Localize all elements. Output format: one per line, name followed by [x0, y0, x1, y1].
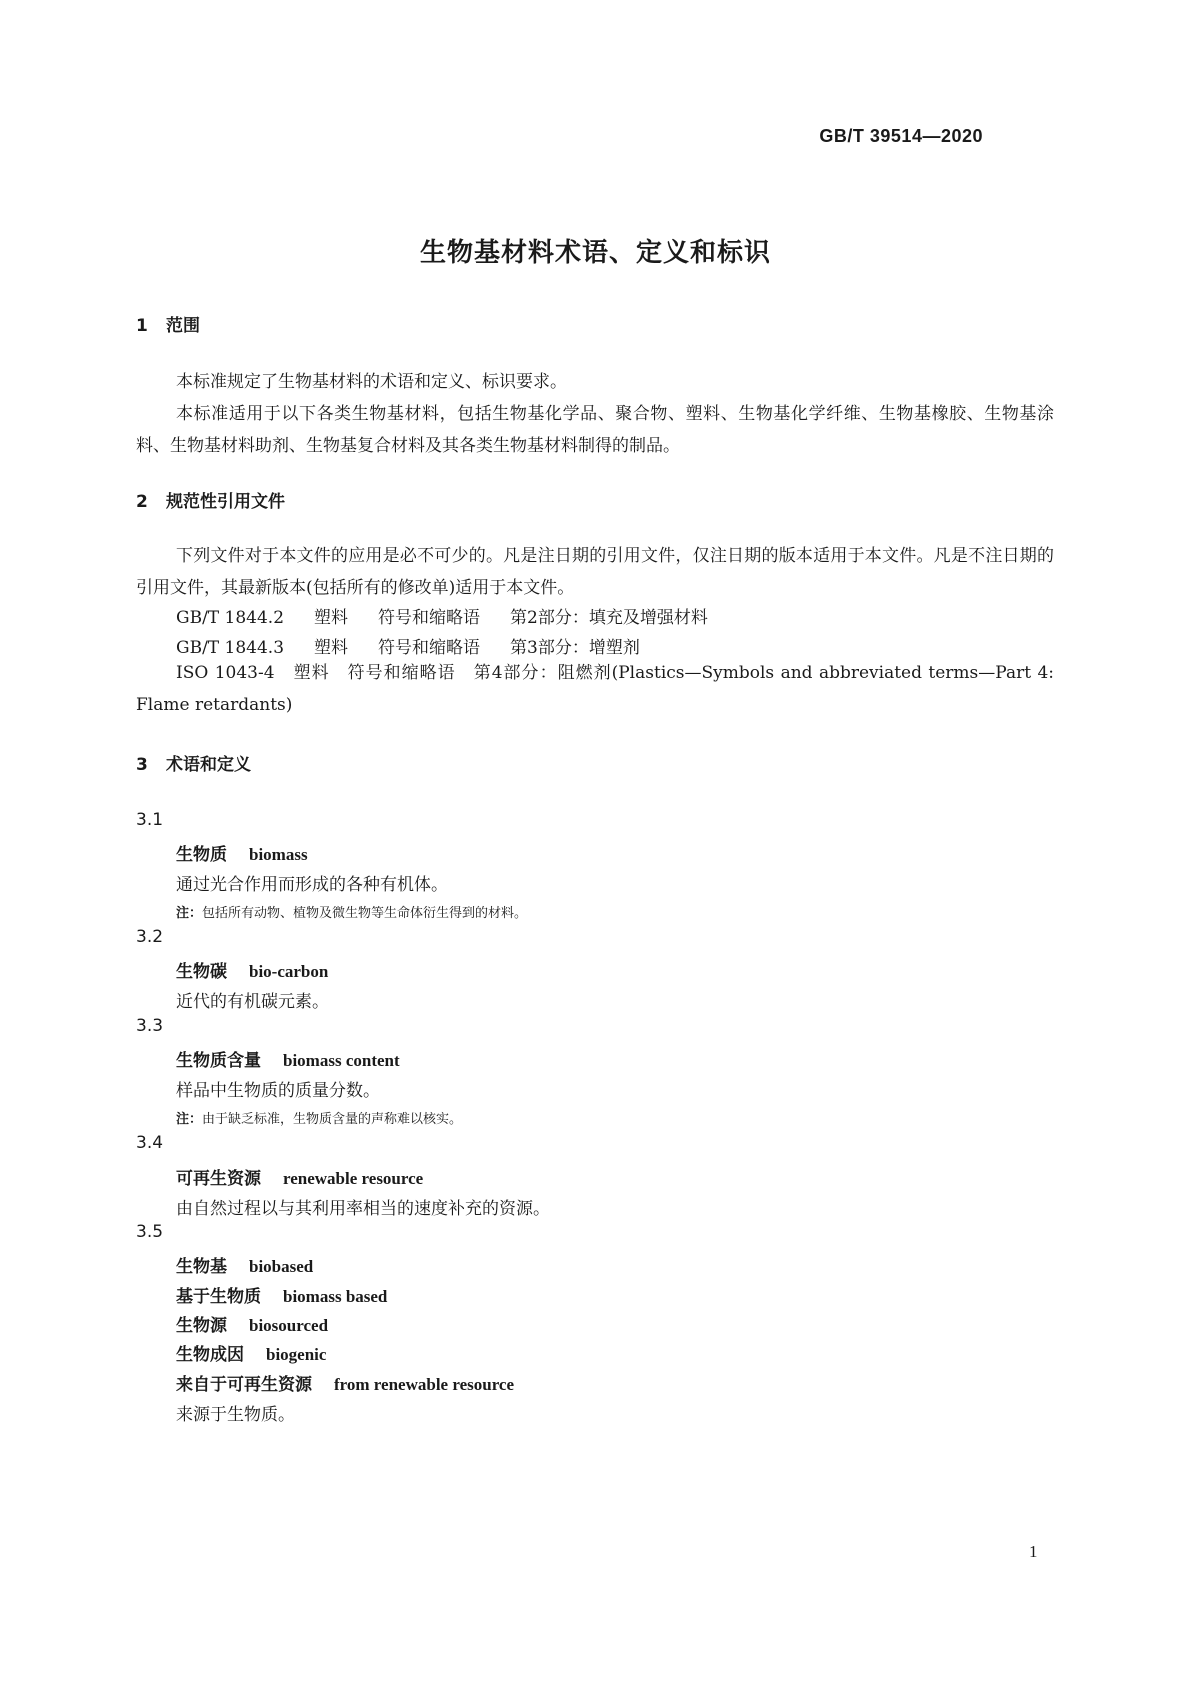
term-definition: 近代的有机碳元素。: [176, 992, 329, 1012]
paragraph: 本标准适用于以下各类生物基材料，包括生物基化学品、聚合物、塑料、生物基化学纤维、生物基橡胶、生物基涂料、生物基材料助剂、生物基复合材料及其各类生物基材料制得的制品。: [136, 404, 1054, 456]
term-entry: [176, 1164, 423, 1189]
iso-reference: [136, 657, 1054, 721]
term-en: biosourced: [249, 1316, 329, 1335]
paragraph: 本标准规定了生物基材料的术语和定义、标识要求。: [176, 372, 567, 392]
term-en: biomass based: [283, 1287, 388, 1306]
section-number: 1: [136, 316, 148, 336]
paragraph: ISO 1043-4 塑料 符号和缩略语 第4部分：阻燃剂(Plastics—Symbols and abbreviated terms—Part 4: Flame retardants): [136, 663, 1054, 715]
term-zh: 可再生资源: [176, 1169, 261, 1189]
term-definition: 通过光合作用而形成的各种有机体。: [176, 875, 448, 895]
term-zh: 生物碳: [176, 962, 227, 982]
term-zh: 生物成因: [176, 1345, 244, 1365]
term-en: biomass: [249, 845, 308, 864]
clause-number: 3.2: [136, 927, 164, 947]
normative-refs-intro: [136, 540, 1054, 604]
ref-part: 塑料: [314, 608, 349, 628]
term-en: biomass content: [283, 1051, 400, 1070]
page-number: 1: [1029, 1542, 1038, 1561]
section-title: 范围: [166, 316, 200, 336]
clause-number: 3.3: [136, 1016, 164, 1036]
term-synonym: [176, 1370, 514, 1395]
note-text: 由于缺乏标准，生物质含量的声称难以核实。: [202, 1112, 463, 1127]
term-definition: 由自然过程以与其利用率相当的速度补充的资源。: [176, 1199, 550, 1219]
term-definition: 来源于生物质。: [176, 1405, 295, 1425]
section-heading-scope: [136, 311, 200, 336]
section-heading-terms: [136, 750, 251, 775]
term-zh: 来自于可再生资源: [176, 1375, 312, 1395]
note-label: 注：: [176, 906, 203, 921]
term-zh: 基于生物质: [176, 1287, 261, 1307]
term-note: [176, 1108, 462, 1127]
term-en: renewable resource: [283, 1169, 424, 1188]
note-label: 注：: [176, 1112, 203, 1127]
term-synonym: [176, 1282, 387, 1307]
section-heading-normative-refs: [136, 487, 285, 512]
term-zh: 生物质: [176, 845, 227, 865]
note-text: 包括所有动物、植物及微生物等生命体衍生得到的材料。: [202, 906, 528, 921]
term-en: from renewable resource: [334, 1375, 515, 1394]
reference-item: [176, 633, 670, 658]
section-number: 3: [136, 755, 148, 775]
term-en: biobased: [249, 1257, 314, 1276]
term-note: [176, 902, 527, 921]
clause-number: 3.5: [136, 1222, 164, 1242]
ref-part: 符号和缩略语: [378, 638, 481, 658]
clause-number: 3.1: [136, 810, 164, 830]
term-entry: [176, 840, 308, 865]
reference-item: [176, 603, 738, 628]
ref-part: 符号和缩略语: [378, 608, 481, 628]
term-entry: [176, 1046, 400, 1071]
clause-number: 3.4: [136, 1133, 164, 1153]
ref-part: 第3部分：增塑剂: [510, 638, 640, 658]
term-en: bio-carbon: [249, 962, 329, 981]
paragraph: 下列文件对于本文件的应用是必不可少的。凡是注日期的引用文件，仅注日期的版本适用于本文件。凡是不注日期的引用文件，其最新版本(包括所有的修改单)适用于本文件。: [136, 546, 1054, 598]
term-synonym: [176, 1340, 326, 1365]
term-zh: 生物基: [176, 1257, 227, 1277]
section-number: 2: [136, 492, 148, 512]
ref-part: 第2部分：填充及增强材料: [510, 608, 708, 628]
term-en: biogenic: [266, 1345, 327, 1364]
term-entry: [176, 957, 328, 982]
document-title: 生物基材料术语、定义和标识: [419, 238, 771, 268]
section-title: 规范性引用文件: [166, 492, 285, 512]
section-title: 术语和定义: [166, 755, 251, 775]
term-definition: 样品中生物质的质量分数。: [176, 1081, 380, 1101]
ref-part: 塑料: [314, 638, 349, 658]
term-synonym: [176, 1252, 313, 1277]
term-synonym: [176, 1311, 328, 1336]
standard-id: GB/T 39514—2020: [819, 126, 983, 146]
ref-code: GB/T 1844.2: [176, 608, 285, 628]
scope-body: [136, 366, 1054, 462]
term-zh: 生物质含量: [176, 1051, 261, 1071]
ref-code: GB/T 1844.3: [176, 638, 285, 658]
term-zh: 生物源: [176, 1316, 227, 1336]
